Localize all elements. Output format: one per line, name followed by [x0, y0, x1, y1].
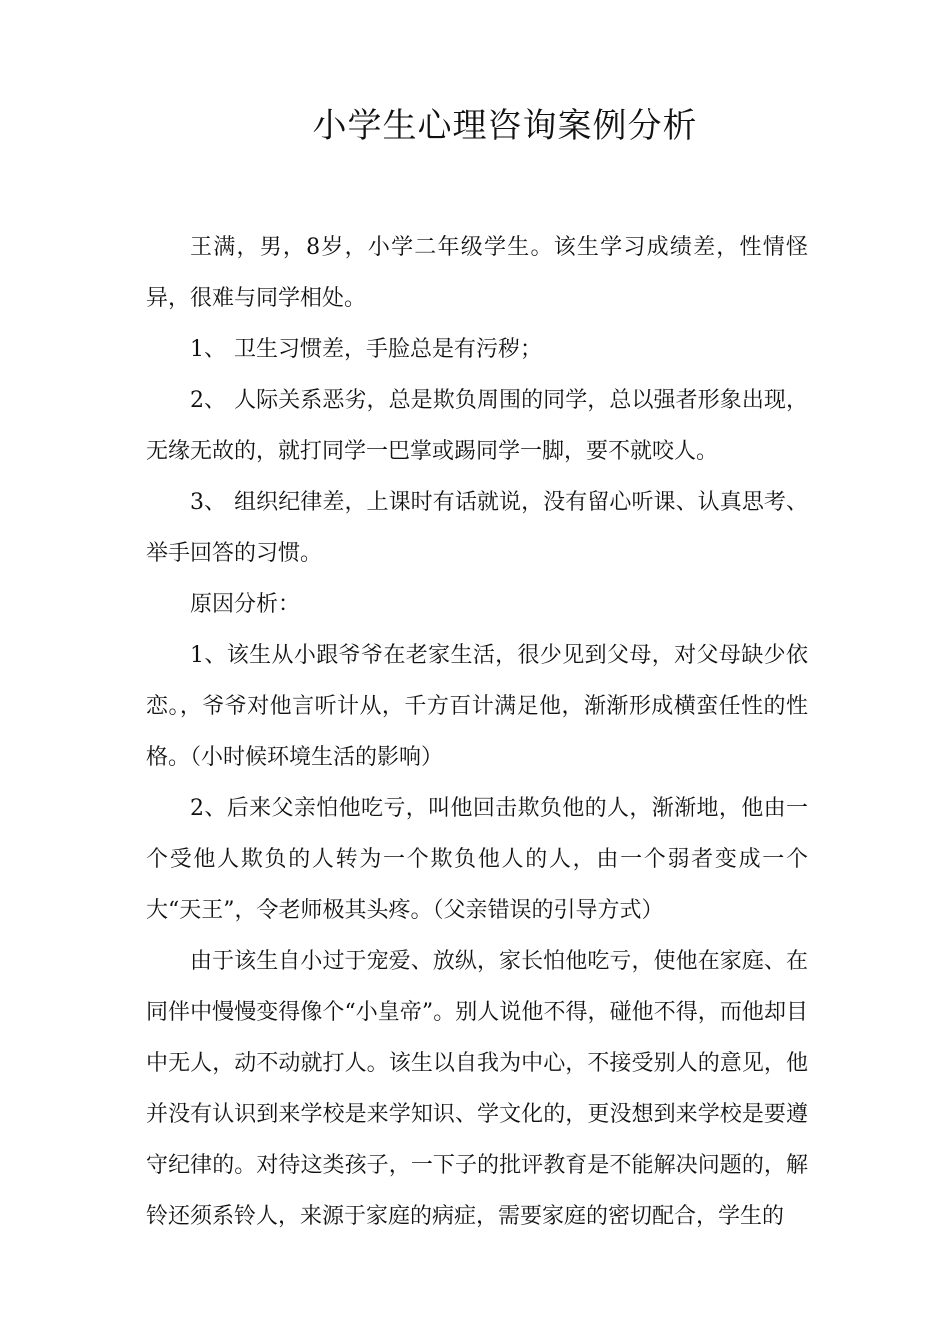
- problem-number: 2、: [190, 388, 226, 413]
- problem-text: 人际关系恶劣，总是欺负周围的同学，总以强者形象出现，无缘无故的，就打同学一巴掌或踢同学一脚，要不就咬人。: [146, 388, 808, 464]
- intro-paragraph: 王满，男，8岁，小学二年级学生。该生学习成绩差，性情怪异，很难与同学相处。: [146, 235, 808, 311]
- cause-paragraph: 1、该生从小跟爷爷在老家生活，很少见到父母，对父母缺少依恋。，爷爷对他言听计从，千方百计满足他，渐渐形成横蛮任性的性格。（小时候环境生活的影响）: [146, 643, 808, 770]
- problem-number: 3、: [190, 490, 226, 515]
- problem-item: [146, 477, 808, 579]
- problem-text: 卫生习惯差，手脸总是有污秽；: [234, 337, 543, 362]
- problem-item: [146, 324, 808, 375]
- problem-item: [146, 375, 808, 477]
- cause-heading: 原因分析：: [190, 592, 301, 617]
- problem-number: 1、: [190, 337, 226, 362]
- discussion-paragraph: 由于该生自小过于宠爱、放纵，家长怕他吃亏，使他在家庭、在同伴中慢慢变得像个“小皇帝”。别人说他不得，碰他不得，而他却目中无人，动不动就打人。该生以自我为中心，不接受别人的意见，他并没有认识到来学校是来学知识、学文化的，更没想到来学校是要遵守纪律的。对待这类孩子，一下子的批评教育是不能解决问题的，解铃还须系铃人，来源于家庭的病症，需要家庭的密切配合，学生的: [146, 949, 808, 1229]
- document-body: [146, 222, 808, 1242]
- cause-paragraph: 2、后来父亲怕他吃亏，叫他回击欺负他的人，渐渐地，他由一个受他人欺负的人转为一个欺负他人的人，由一个弱者变成一个大“天王”，令老师极其头疼。（父亲错误的引导方式）: [146, 796, 808, 923]
- problem-text: 组织纪律差，上课时有话就说，没有留心听课、认真思考、举手回答的习惯。: [146, 490, 808, 566]
- document-title: 小学生心理咨询案例分析: [312, 106, 698, 146]
